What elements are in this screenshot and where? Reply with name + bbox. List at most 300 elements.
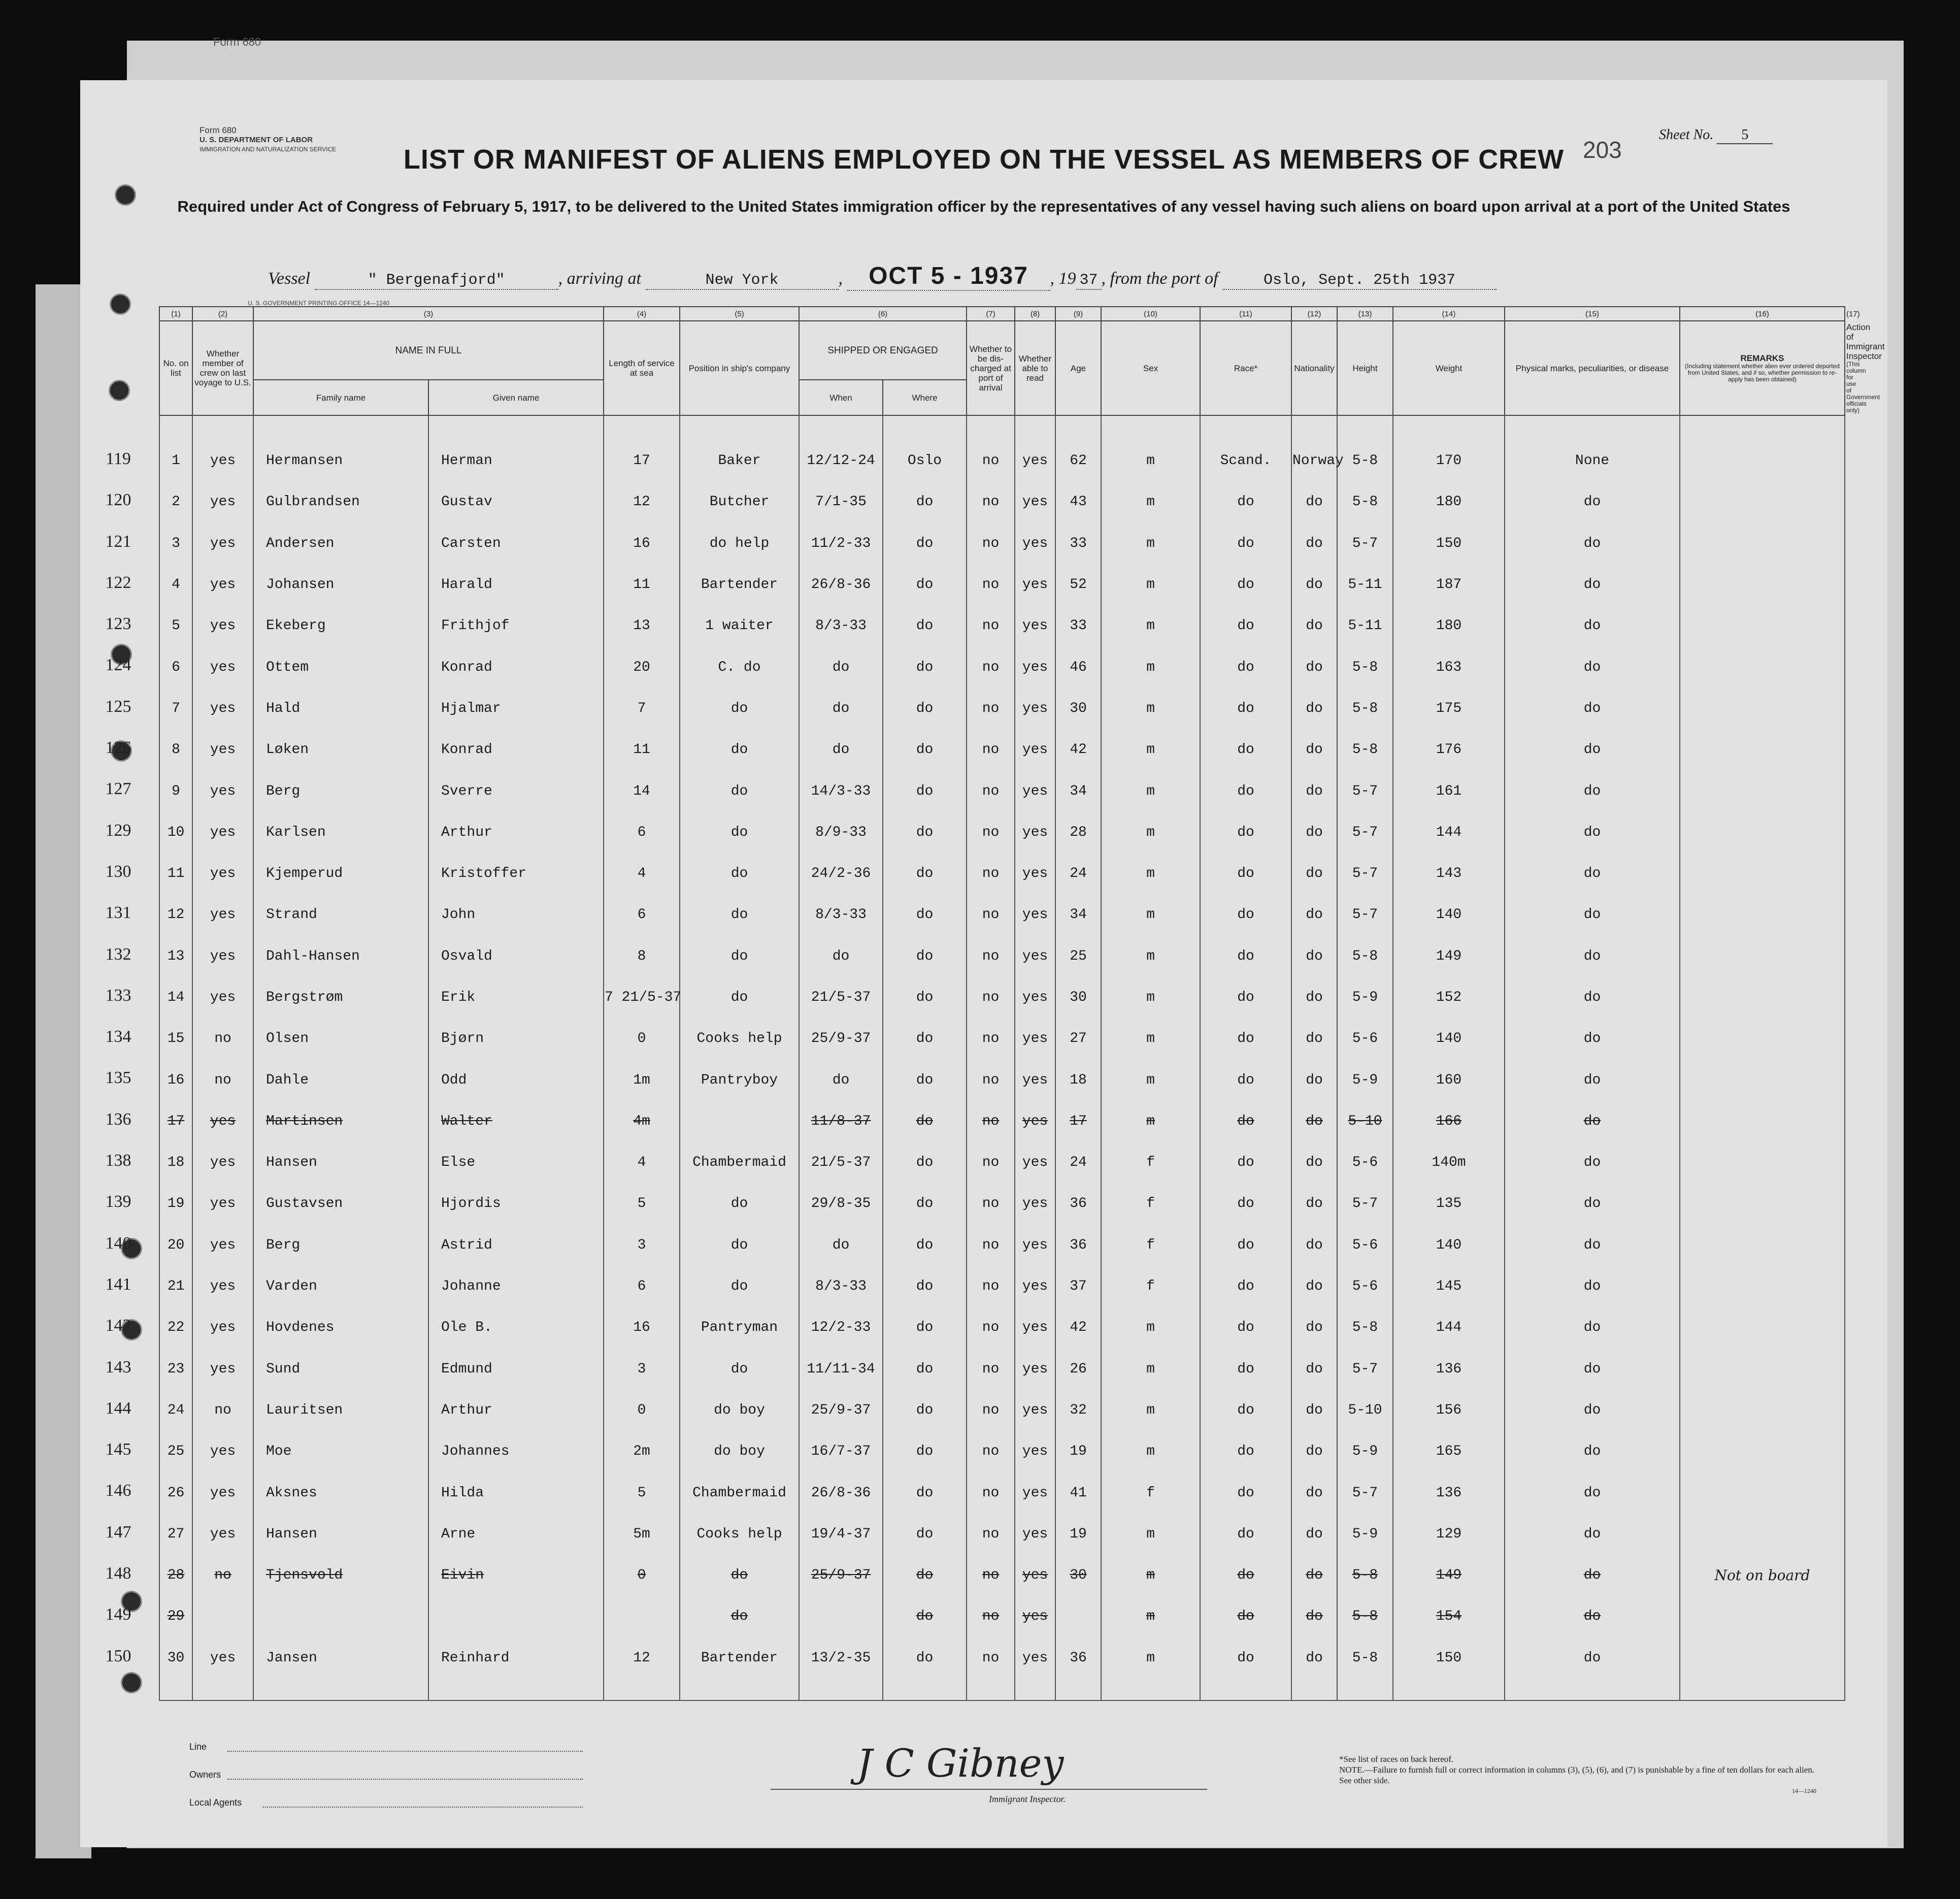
given-name-cell: Astrid [428,1225,604,1266]
margin-line-number: 136 [105,1109,131,1129]
position-cell: C. do [680,646,799,687]
nationality-cell: do [1291,1266,1337,1307]
remarks-cell [1680,977,1845,1018]
margin-line-number: 134 [105,1027,131,1046]
sex-cell: m [1101,936,1200,977]
crew-row [159,440,1845,481]
read-cell: yes [1015,1431,1055,1472]
race-cell: do [1200,894,1291,935]
weight-cell: 150 [1393,523,1505,564]
local-agents-field [263,1807,583,1808]
where-cell: do [883,1390,967,1431]
when-cell: 25/9-37 [799,1018,883,1059]
height-cell: 5-9 [1337,1431,1393,1472]
family-name-cell: Aksnes [253,1472,428,1513]
member-cell: yes [192,1349,253,1390]
discharged-cell: no [967,1018,1015,1059]
age-cell: 34 [1055,770,1101,811]
weight-cell: 149 [1393,936,1505,977]
position-cell: do [680,1183,799,1224]
weight-cell: 150 [1393,1638,1505,1679]
weight-cell: 135 [1393,1183,1505,1224]
discharged-cell: no [967,977,1015,1018]
crew-row [159,1390,1845,1431]
table-bottom-row [159,1679,1845,1700]
when-cell: 16/7-37 [799,1431,883,1472]
family-name-cell [253,1596,428,1637]
member-cell: yes [192,1142,253,1183]
family-name-cell: Olsen [253,1018,428,1059]
race-cell: do [1200,1472,1291,1513]
height-cell: 5-8 [1337,440,1393,481]
height-cell: 5-11 [1337,564,1393,605]
weight-cell: 149 [1393,1555,1505,1596]
discharged-cell: no [967,853,1015,894]
given-name-cell: Ole B. [428,1307,604,1348]
crew-table-wrap [105,306,1885,1701]
physical-cell: do [1505,564,1680,605]
column-number: (9) [1055,307,1101,321]
remarks-cell [1680,853,1845,894]
remarks-cell [1680,1472,1845,1513]
weight-cell: 187 [1393,564,1505,605]
where-cell: do [883,1101,967,1142]
line-field [227,1751,583,1752]
note-penalty: NOTE.—Failure to furnish full or correct information in columns (3), (5), (6), and (7) is punishable by a fine of ten dollars for each alien. See other side. [1339,1765,1815,1785]
length-cell: 6 [604,812,680,853]
where-cell: do [883,1555,967,1596]
nationality-cell: do [1291,481,1337,522]
when-cell: 12/12-24 [799,440,883,481]
length-cell: 11 [604,564,680,605]
when-cell: 29/8-35 [799,1183,883,1224]
no-cell: 12 [159,894,192,935]
length-cell [604,1596,680,1637]
margin-line-number: 133 [105,986,131,1005]
age-cell: 62 [1055,440,1101,481]
race-cell: do [1200,1225,1291,1266]
remarks-cell [1680,729,1845,770]
where-cell: do [883,936,967,977]
given-name-cell: Bjørn [428,1018,604,1059]
member-cell: yes [192,1266,253,1307]
remarks-cell [1680,1142,1845,1183]
crew-row [159,481,1845,522]
when-cell: 21/5-37 [799,977,883,1018]
given-name-cell: Eivin [428,1555,604,1596]
no-cell: 8 [159,729,192,770]
race-cell: do [1200,481,1291,522]
remarks-cell [1680,1225,1845,1266]
race-cell: do [1200,605,1291,646]
nationality-cell: do [1291,1514,1337,1555]
when-cell: 21/5-37 [799,1142,883,1183]
discharged-cell: no [967,1142,1015,1183]
remarks-cell [1680,523,1845,564]
no-cell: 3 [159,523,192,564]
weight-cell: 176 [1393,729,1505,770]
when-cell: 14/3-33 [799,770,883,811]
position-cell: do [680,1225,799,1266]
height-cell: 5-7 [1337,1472,1393,1513]
where-cell: do [883,1596,967,1637]
position-cell: Chambermaid [680,1472,799,1513]
read-cell: yes [1015,1142,1055,1183]
length-cell: 3 [604,1349,680,1390]
read-cell: yes [1015,1059,1055,1100]
member-cell: yes [192,481,253,522]
position-cell: do [680,894,799,935]
column-number: (7) [967,307,1015,321]
physical-cell: do [1505,853,1680,894]
margin-line-number: 119 [106,449,131,468]
sex-cell: m [1101,1349,1200,1390]
age-cell: 41 [1055,1472,1101,1513]
race-cell: do [1200,1183,1291,1224]
remarks-cell [1680,1266,1845,1307]
age-cell: 33 [1055,523,1101,564]
member-cell: yes [192,1307,253,1348]
crew-row [159,564,1845,605]
family-name-cell: Varden [253,1266,428,1307]
no-cell: 4 [159,564,192,605]
race-cell: do [1200,770,1291,811]
when-cell: do [799,1225,883,1266]
no-cell: 11 [159,853,192,894]
family-name-cell: Lauritsen [253,1390,428,1431]
race-cell: do [1200,1307,1291,1348]
sex-cell: m [1101,605,1200,646]
margin-line-number: 127 [105,779,131,799]
margin-line-number: 129 [105,821,131,840]
remarks-cell [1680,1101,1845,1142]
nationality-cell: do [1291,1555,1337,1596]
position-cell: do boy [680,1390,799,1431]
family-name-cell: Hansen [253,1514,428,1555]
race-cell: do [1200,1101,1291,1142]
member-cell: yes [192,440,253,481]
nationality-cell: do [1291,1596,1337,1637]
when-cell: 11/11-34 [799,1349,883,1390]
age-cell: 33 [1055,605,1101,646]
weight-cell: 143 [1393,853,1505,894]
col-read: Whether able to read [1015,321,1055,415]
family-name-cell: Berg [253,1225,428,1266]
column-number: (14) [1393,307,1505,321]
nationality-cell: do [1291,1390,1337,1431]
crew-row [159,688,1845,729]
height-cell: 5-10 [1337,1101,1393,1142]
read-cell: yes [1015,1514,1055,1555]
crew-row [159,1266,1845,1307]
remarks-cell [1680,1349,1845,1390]
member-cell: no [192,1059,253,1100]
remarks-cell [1680,1307,1845,1348]
age-cell: 30 [1055,977,1101,1018]
weight-cell: 161 [1393,770,1505,811]
sex-cell: m [1101,1555,1200,1596]
position-cell: do boy [680,1431,799,1472]
nationality-cell: do [1291,1183,1337,1224]
given-name-cell: Carsten [428,523,604,564]
member-cell: yes [192,1472,253,1513]
remarks-cell [1680,1638,1845,1679]
read-cell: yes [1015,523,1055,564]
when-cell: 19/4-37 [799,1514,883,1555]
where-cell: do [883,853,967,894]
sex-cell: m [1101,1018,1200,1059]
crew-row [159,1596,1845,1637]
no-cell: 7 [159,688,192,729]
when-cell: do [799,688,883,729]
given-name-cell: Osvald [428,936,604,977]
length-cell: 13 [604,605,680,646]
remarks-cell [1680,564,1845,605]
length-cell: 14 [604,770,680,811]
member-cell: yes [192,812,253,853]
age-cell: 25 [1055,936,1101,977]
position-cell: do [680,770,799,811]
no-cell: 9 [159,770,192,811]
member-cell [192,1596,253,1637]
race-cell: do [1200,936,1291,977]
crew-rows [159,415,1845,1700]
race-cell: do [1200,1266,1291,1307]
remarks-cell [1680,1059,1845,1100]
no-cell: 24 [159,1390,192,1431]
read-cell: yes [1015,936,1055,977]
sex-cell: m [1101,440,1200,481]
col-position: Position in ship's company [680,321,799,415]
when-cell: 25/9-37 [799,1555,883,1596]
crew-row [159,1555,1845,1596]
age-cell: 19 [1055,1431,1101,1472]
member-cell: yes [192,1183,253,1224]
note-races: *See list of races on back hereof. [1339,1754,1454,1764]
read-cell: yes [1015,853,1055,894]
nationality-cell: do [1291,729,1337,770]
no-cell: 17 [159,1101,192,1142]
age-cell [1055,1596,1101,1637]
physical-cell: do [1505,1307,1680,1348]
family-name-cell: Kjemperud [253,853,428,894]
discharged-cell: no [967,812,1015,853]
height-cell: 5-9 [1337,1059,1393,1100]
position-cell: do [680,1555,799,1596]
where-cell: do [883,523,967,564]
discharged-cell: no [967,1431,1015,1472]
position-cell [680,1101,799,1142]
stamp-number: 203 [1583,137,1622,163]
margin-line-number: 132 [105,944,131,964]
read-cell: yes [1015,1225,1055,1266]
notes [1339,1754,1847,1796]
race-cell: do [1200,1638,1291,1679]
age-cell: 30 [1055,688,1101,729]
weight-cell: 145 [1393,1266,1505,1307]
crew-row [159,646,1845,687]
where-cell: do [883,1266,967,1307]
weight-cell: 140 [1393,1018,1505,1059]
when-cell [799,1596,883,1637]
when-cell: 12/2-33 [799,1307,883,1348]
weight-cell: 140 [1393,894,1505,935]
weight-cell: 129 [1393,1514,1505,1555]
where-cell: do [883,977,967,1018]
col-discharged: Whether to be dis-charged at port of arrival [967,321,1015,415]
col-family-name: Family name [253,380,428,415]
crew-row [159,1018,1845,1059]
physical-cell: do [1505,729,1680,770]
nationality-cell: do [1291,1638,1337,1679]
length-cell: 4 [604,1142,680,1183]
sex-cell: f [1101,1183,1200,1224]
length-cell: 5 [604,1183,680,1224]
physical-cell: do [1505,894,1680,935]
no-cell: 10 [159,812,192,853]
column-number: (6) [799,307,967,321]
height-cell: 5-8 [1337,646,1393,687]
position-cell: Cooks help [680,1018,799,1059]
weight-cell: 140m [1393,1142,1505,1183]
crew-row [159,977,1845,1018]
physical-cell: do [1505,523,1680,564]
col-length-service: Length of service at sea [604,321,680,415]
position-cell: do [680,1596,799,1637]
page-subtitle: Required under Act of Congress of February 5, 1917, to be delivered to the United States immigration officer by the representatives of any vessel having such aliens on board upon arrival at a port of the United States [177,198,1790,215]
position-cell: do [680,853,799,894]
given-name-cell: Konrad [428,729,604,770]
where-cell: do [883,1225,967,1266]
margin-line-number: 144 [105,1398,131,1418]
margin-line-number: 131 [105,903,131,923]
weight-cell: 170 [1393,440,1505,481]
crew-row [159,853,1845,894]
given-name-cell: Arthur [428,812,604,853]
physical-cell: do [1505,1183,1680,1224]
sheet-number: Sheet No. 5 [1659,127,1773,144]
length-cell: 11 [604,729,680,770]
race-cell: do [1200,1142,1291,1183]
year-prefix: , 19 [1050,269,1076,288]
length-cell: 8 [604,936,680,977]
position-cell: do [680,688,799,729]
read-cell: yes [1015,564,1055,605]
no-cell: 19 [159,1183,192,1224]
local-agents-label: Local Agents [189,1797,242,1808]
nationality-cell: do [1291,1101,1337,1142]
race-cell: do [1200,1555,1291,1596]
sex-cell: m [1101,688,1200,729]
race-cell: do [1200,1349,1291,1390]
position-cell: Cooks help [680,1514,799,1555]
physical-cell: do [1505,1514,1680,1555]
col-whether-member: Whether member of crew on last voyage to U.S. [192,321,253,415]
family-name-cell: Hansen [253,1142,428,1183]
nationality-cell: do [1291,1349,1337,1390]
height-cell: 5-9 [1337,977,1393,1018]
physical-cell: do [1505,646,1680,687]
race-cell: do [1200,1596,1291,1637]
col-where: Where [883,380,967,415]
manifest-sheet [80,80,1887,1847]
length-cell: 12 [604,1638,680,1679]
sex-cell: f [1101,1225,1200,1266]
column-number: (13) [1337,307,1393,321]
weight-cell: 152 [1393,977,1505,1018]
margin-line-number: 147 [105,1522,131,1542]
no-cell: 6 [159,646,192,687]
discharged-cell: no [967,1555,1015,1596]
discharged-cell: no [967,1596,1015,1637]
physical-cell: do [1505,1472,1680,1513]
position-cell: do [680,977,799,1018]
height-cell: 5-8 [1337,688,1393,729]
column-header-row: No. on list Whether member of crew on last voyage to U.S. NAME IN FULL Length of service at sea Position in ship's company SHIPPED OR ENGAGED Whether to be dis-charged at port of arrival Whether able to read Age Sex Race* Nationality Height Weight Physical marks, peculiarities, or disease REMARKS (Including statement whether alien ever ordered deported from United States, and if so, whether permission to re-apply has been obtained) Action of Immigrant Inspector (This column for use of Government officials only) [159,321,1845,380]
where-cell: do [883,646,967,687]
when-cell: 13/2-35 [799,1638,883,1679]
weight-cell: 166 [1393,1101,1505,1142]
inspector-label: Immigrant Inspector. [989,1794,1066,1804]
remarks-cell [1680,605,1845,646]
position-cell: do help [680,523,799,564]
nationality-cell: do [1291,853,1337,894]
sex-cell: m [1101,1514,1200,1555]
where-cell: do [883,564,967,605]
crew-row [159,894,1845,935]
when-cell: 11/2-33 [799,523,883,564]
no-cell: 13 [159,936,192,977]
race-cell: Scand. [1200,440,1291,481]
remarks-cell [1680,646,1845,687]
col-nationality: Nationality [1291,321,1337,415]
where-cell: do [883,1472,967,1513]
height-cell: 5-8 [1337,1555,1393,1596]
member-cell: yes [192,646,253,687]
when-cell: 7/1-35 [799,481,883,522]
margin-line-number: 149 [105,1605,131,1624]
weight-cell: 144 [1393,1307,1505,1348]
margin-line-number: 146 [105,1481,131,1500]
height-cell: 5-8 [1337,729,1393,770]
printing-office-label: U. S. GOVERNMENT PRINTING OFFICE 14—1240 [248,300,390,307]
no-cell: 1 [159,440,192,481]
crew-row [159,1225,1845,1266]
read-cell: yes [1015,1638,1055,1679]
sex-cell: m [1101,481,1200,522]
crew-row [159,936,1845,977]
family-name-cell: Johansen [253,564,428,605]
where-cell: do [883,770,967,811]
sex-cell: m [1101,1307,1200,1348]
length-cell: 5m [604,1514,680,1555]
sex-cell: m [1101,770,1200,811]
discharged-cell: no [967,688,1015,729]
weight-cell: 144 [1393,812,1505,853]
crew-row [159,729,1845,770]
discharged-cell: no [967,1225,1015,1266]
discharged-cell: no [967,770,1015,811]
page-title: LIST OR MANIFEST OF ALIENS EMPLOYED ON THE VESSEL AS MEMBERS OF CREW [403,144,1565,175]
family-name-cell: Martinsen [253,1101,428,1142]
member-cell: yes [192,564,253,605]
where-cell: do [883,1059,967,1100]
race-cell: do [1200,1059,1291,1100]
height-cell: 5-6 [1337,1225,1393,1266]
family-name-cell: Ottem [253,646,428,687]
race-cell: do [1200,1018,1291,1059]
nationality-cell: do [1291,812,1337,853]
